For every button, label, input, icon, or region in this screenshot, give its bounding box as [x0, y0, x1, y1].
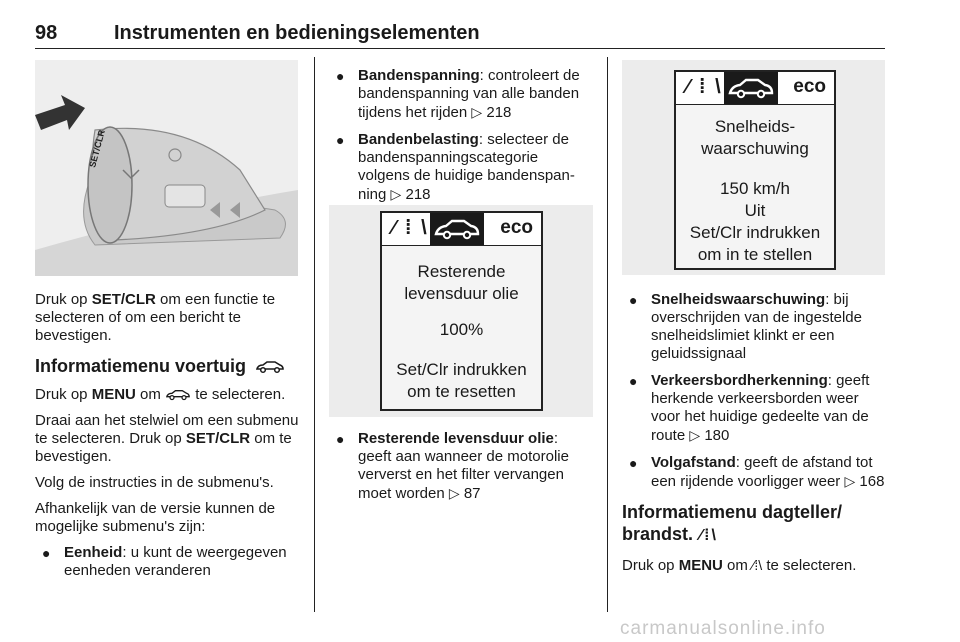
screen-line: waarschuwing — [701, 139, 809, 158]
screen-line: om in te stellen — [697, 245, 813, 264]
watermark: carmanualsonline.info — [620, 618, 826, 639]
list-item: ● Verkeersbordherkenning: geeft herkende verkeersborden weer voor het huidige gedeelte van de route ▷ 180 — [629, 372, 870, 444]
trip-icon: ⁄ ⁞ \ — [686, 76, 723, 98]
list-item: ● Bandenbelasting: selecteer de bandenspanningscategorie volgens de huidige bandenspanning ▷ 218 — [336, 131, 575, 203]
page-ref-arrow-icon: ▷ — [844, 473, 856, 489]
car-icon — [430, 213, 484, 245]
page-ref-arrow-icon: ▷ — [390, 186, 402, 202]
car-icon — [724, 72, 778, 104]
list-item: ● Volgafstand: geeft de afstand tot een rijdende voorligger weer ▷ 168 — [629, 454, 885, 490]
screen-value: 150 km/h — [720, 179, 790, 198]
column-2 — [329, 67, 593, 213]
page-header — [35, 22, 885, 49]
paragraph: Volg de instructies in de submenu's. — [35, 474, 274, 491]
page-number: 98 — [35, 22, 58, 44]
page-ref-arrow-icon: ▷ — [448, 485, 460, 501]
stalk-illustration — [35, 60, 298, 276]
screen-line: Set/Clr indrukken — [396, 360, 527, 379]
set-clr-label: SET/CLR — [87, 128, 107, 169]
screen-line: Snelheids- — [714, 117, 796, 136]
paragraph: Draai aan het stelwiel om een submenu te selecteren. Druk op SET/CLR om te bevestigen. — [35, 412, 299, 465]
list-item: ● Bandenspanning: controleert de bandenspanning van alle banden tijdens het rijden ▷ 218 — [336, 67, 580, 121]
column-divider-1 — [314, 57, 315, 612]
list-item: ● Snelheidswaarschuwing: bij overschrijden van de ingestelde snelheidslimiet klinkt er een geluidssignaal — [629, 291, 862, 362]
column-1 — [35, 291, 301, 589]
column-3 — [622, 291, 888, 583]
trip-icon: ⁄⁞\ — [693, 527, 718, 544]
paragraph: Druk op MENU om ⁄⁞\ te selecteren. — [622, 557, 857, 574]
page-ref-arrow-icon: ▷ — [689, 427, 701, 443]
screen-line: Set/Clr indrukken — [689, 223, 821, 242]
list-item: ● Eenheid: u kunt de weergegeven eenheden veranderen — [42, 544, 287, 579]
trip-icon: ⁄ ⁞ \ — [392, 217, 429, 239]
speed-warning-display — [622, 60, 885, 275]
eco-indicator: eco — [500, 217, 533, 238]
screen-value: Uit — [744, 201, 766, 220]
list-item: ● Resterende levensduur olie: geeft aan wanneer de motorolie ververst en het filter vervangen moet worden ▷ 87 — [336, 430, 569, 502]
column-divider-2 — [607, 57, 608, 612]
screen-value: 100% — [439, 320, 484, 339]
section-heading: Informatiemenu dagteller/ brandst. ⁄⁞\ — [622, 502, 843, 544]
section-heading: Informatiemenu voertuig — [35, 355, 301, 377]
car-icon — [165, 389, 191, 401]
oil-life-display — [329, 205, 593, 417]
column-2-lower — [329, 430, 593, 512]
paragraph: Afhankelijk van de versie kunnen de mogelijke submenu's zijn: — [35, 500, 276, 535]
screen-line: om te resetten — [407, 382, 516, 401]
screen-line: levensduur olie — [404, 284, 519, 303]
trip-icon: ⁄⁞\ — [752, 557, 763, 573]
screen-line: Resterende — [417, 262, 506, 281]
page-ref-arrow-icon: ▷ — [471, 104, 483, 120]
car-icon — [255, 360, 285, 374]
chapter-title: Instrumenten en bedieningselementen — [114, 22, 480, 44]
paragraph: Druk op SET/CLR om een functie te selecteren of om een bericht te bevestigen. — [35, 291, 276, 344]
paragraph: Druk op MENU om te selecteren. — [35, 386, 286, 403]
eco-indicator: eco — [793, 76, 826, 97]
